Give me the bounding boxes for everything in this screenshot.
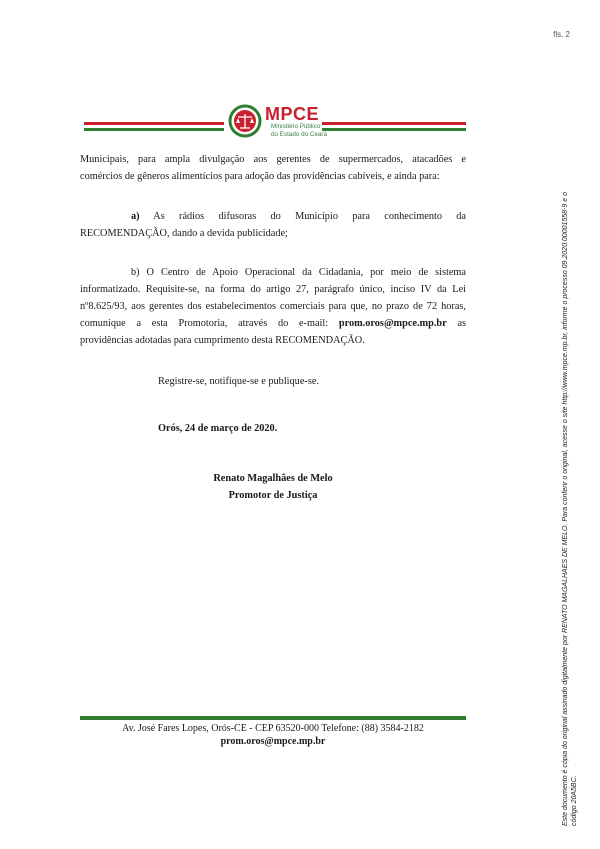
logo-subtitle-1: Ministério Público (271, 123, 321, 130)
item-b-line4 (80, 315, 466, 332)
signature-role: Promotor de Justiça (228, 490, 318, 501)
mpce-logo-icon (228, 104, 262, 138)
footer-address: Av. José Fares Lopes, Orós-CE - CEP 63520-000 Telefone: (88) 3584-2182 (122, 723, 424, 734)
item-b-line2: informatizado. Requisite-se, na forma do artigo 27, parágrafo único, inciso IV da Lei (80, 284, 466, 295)
header-red-line-right (322, 122, 466, 125)
item-b-line5: providências adotadas para cumprimento desta RECOMENDAÇÃO. (80, 335, 365, 346)
side-note-line1: Este documento é cópia do original assinado digitalmente por RENATO MAGALHAES DE MELO. Para conferir o original, acesse o site http://www.mpce.mp.br, informe o processo 09.2020.00001558-9 e o (562, 192, 569, 826)
footer-email: prom.oros@mpce.mp.br (220, 736, 326, 747)
item-a-line1 (131, 208, 466, 225)
para1-line1: Municipais, para ampla divulgação aos gerentes de supermercados, atacadões e (80, 154, 466, 165)
item-b-line4-post: as (457, 318, 467, 329)
mpce-logo-text (265, 106, 327, 138)
place-date: Orós, 24 de março de 2020. (158, 423, 278, 434)
logo-acronym: MPCE (265, 104, 320, 124)
contact-email: prom.oros@mpce.mp.br (338, 318, 447, 329)
closing-text: Registre-se, notifique-se e publique-se. (158, 376, 319, 387)
header-red-line-left (84, 122, 224, 125)
page-number: fls. 2 (553, 30, 570, 39)
header-green-line-left (84, 128, 224, 131)
footer-divider (80, 716, 466, 720)
item-b-line3: nº8.625/93, aos gerentes dos estabelecimentos comerciais para que, no prazo de 72 horas, (80, 301, 466, 312)
item-b-line4-pre: comunique a esta Promotoria, através do e-mail: (80, 318, 329, 329)
signature-name: Renato Magalhães de Melo (213, 473, 333, 484)
item-a-line2: RECOMENDAÇÃO, dando a devida publicidade; (80, 228, 288, 239)
item-a-marker: a) (131, 211, 140, 222)
logo-subtitle-2: do Estado do Ceará (271, 130, 328, 138)
item-b-line1: b) O Centro de Apoio Operacional da Cidadania, por meio de sistema (131, 267, 466, 278)
digital-signature-note (562, 66, 579, 826)
item-a-text: As rádios difusoras do Município para conhecimento da (153, 211, 466, 222)
para1-line2: comércios de gêneros alimentícios para adoção das providências cabíveis, e ainda para: (80, 171, 440, 182)
side-note-line2: código 20A5BC. (570, 775, 578, 826)
header-green-line-right (322, 128, 466, 131)
